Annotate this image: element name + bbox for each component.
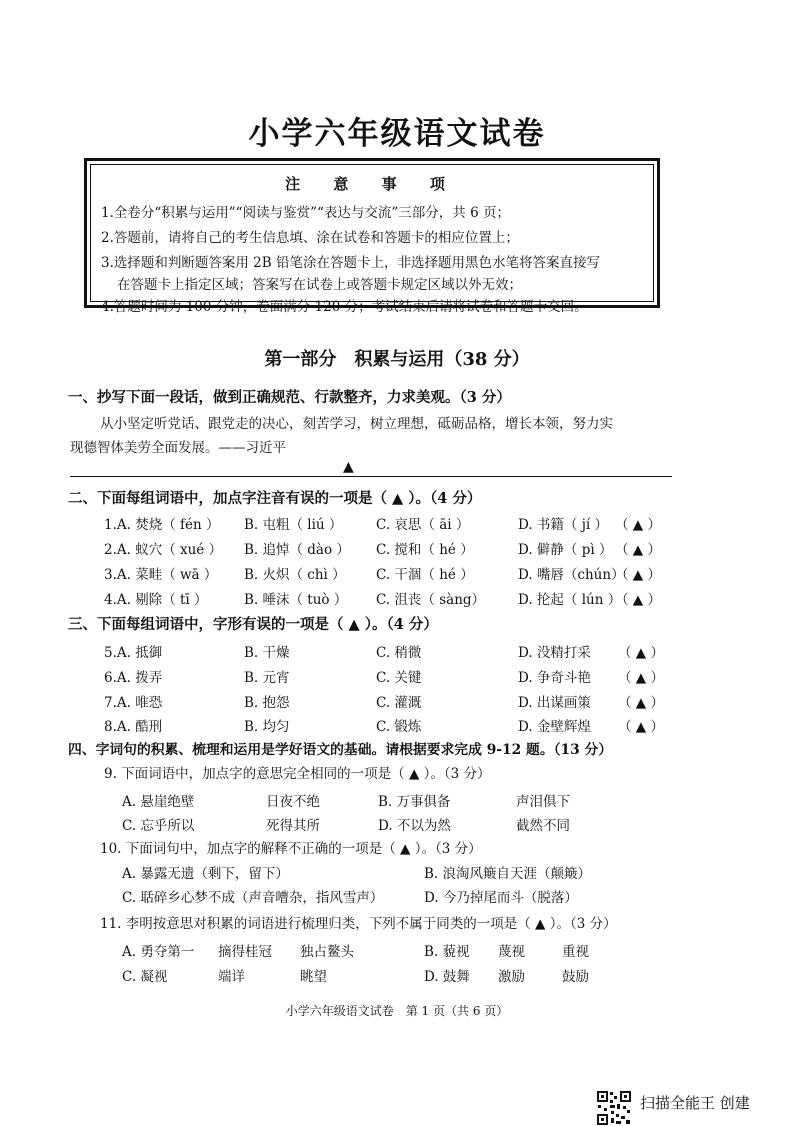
notice-heading: 注 意 事 项	[285, 175, 459, 193]
option: 日夜不绝	[266, 794, 320, 810]
option: A. 暴露无遗（剩下，留下）	[122, 866, 289, 882]
question-heading: 一、抄写下面一段话，做到正确规范、行款整齐，力求美观。（3 分）	[68, 389, 511, 406]
option: C. 忘乎所以	[122, 818, 195, 834]
option: B. 藐视	[424, 944, 470, 960]
option: B. 浪淘风簸自天涯（颠簸）	[424, 866, 592, 882]
option-d: D. 金壁辉煌	[518, 719, 591, 735]
answer-slot: （ ▲ ）	[615, 517, 661, 533]
option: 重视	[562, 944, 589, 960]
option: C. 凝视	[122, 969, 168, 985]
option-d: D. 没精打采	[518, 645, 591, 661]
copy-text: 从小坚定听党话、跟党走的决心，刻苦学习，树立理想，砥砺品格，增长本领，努力实	[100, 416, 613, 432]
answer-marker: ▲	[343, 459, 354, 475]
answer-slot: （ ▲ ）	[618, 645, 664, 661]
option-a: 8.A. 酷刑	[104, 719, 163, 735]
option: D. 今乃掉尾而斗（脱落）	[424, 890, 578, 906]
option-c: C. 哀思（ āi ）	[376, 517, 470, 533]
answer-slot: （ ▲ ）	[618, 670, 664, 686]
qr-code-icon	[596, 1090, 632, 1126]
option: D. 不以为然	[378, 818, 451, 834]
question-stem: 11. 李明按意思对积累的词语进行梳理归类，下列不属于同类的一项是（ ▲ ）。（3 分）	[100, 916, 617, 932]
option-a: 1.A. 焚烧（ fén ）	[104, 517, 220, 533]
notice-line: 在答题卡上指定区域；答案写在试卷上或答题卡规定区域以外无效；	[117, 277, 522, 293]
option-a: 4.A. 剔除（ tī ）	[104, 592, 208, 608]
option-a: 5.A. 抵御	[104, 645, 163, 661]
option-c: C. 锻炼	[376, 719, 422, 735]
option: 眺望	[300, 969, 327, 985]
question-stem: 10. 下面词句中，加点字的解释不正确的一项是（ ▲ ）。（3 分）	[100, 841, 482, 857]
option-c: C. 沮丧（ sàng）	[376, 592, 486, 608]
option-d: D. 嘴唇（chún）	[518, 567, 625, 583]
notice-line: 4.答题时间为 100 分钟，卷面满分 120 分；考试结束后请将试卷和答题卡交回。	[101, 299, 588, 315]
option: 摘得桂冠	[218, 944, 272, 960]
exam-title: 小学六年级语文试卷	[248, 116, 546, 152]
option-a: 3.A. 菜畦（ wā ）	[104, 567, 218, 583]
notice-line: 3.选择题和判断题答案用 2B 铅笔涂在答题卡上，非选择题用黑色水笔将答案直接写	[101, 255, 600, 271]
option-b: B. 火炽（ chì ）	[244, 567, 346, 583]
option-c: C. 关键	[376, 670, 422, 686]
option: A. 悬崖绝壁	[122, 794, 195, 810]
option-c: C. 搅和（ hé ）	[376, 542, 474, 558]
option-d: D. 书籍（ jí ）	[518, 517, 609, 533]
option-c: C. 稍微	[376, 645, 422, 661]
option: 声泪俱下	[516, 794, 570, 810]
question-heading: 四、字词句的积累、梳理和运用是学好语文的基础。请根据要求完成 9-12 题。（13 分）	[68, 742, 613, 758]
option: B. 万事俱备	[378, 794, 451, 810]
part-title: 第一部分 积累与运用（38 分）	[264, 349, 530, 370]
option: 鼓励	[562, 969, 589, 985]
option: C. 聒碎乡心梦不成（声音嘈杂，指风雪声）	[122, 890, 384, 906]
option-c: C. 干涸（ hé ）	[376, 567, 474, 583]
option: 死得其所	[266, 818, 320, 834]
notice-line: 2.答题前，请将自己的考生信息填、涂在试卷和答题卡的相应位置上；	[101, 230, 519, 246]
option: 端详	[218, 969, 245, 985]
option: D. 鼓舞	[424, 969, 470, 985]
option: 蔑视	[498, 944, 525, 960]
question-heading: 三、下面每组词语中，字形有误的一项是（ ▲ ）。（4 分）	[68, 616, 438, 633]
option-b: B. 元宵	[244, 670, 290, 686]
copy-text: 现德智体美劳全面发展。——习近平	[70, 440, 286, 456]
option: 截然不同	[516, 818, 570, 834]
option-d: D. 出谋画策	[518, 695, 591, 711]
answer-slot: （ ▲ ）	[618, 719, 664, 735]
scanner-watermark: 扫描全能王 创建	[640, 1094, 750, 1112]
answer-line	[70, 476, 672, 477]
notice-box	[84, 158, 660, 315]
answer-slot: （ ▲ ）	[615, 592, 661, 608]
option-a: 2.A. 蚁穴（ xué ）	[104, 542, 223, 558]
option: 激励	[498, 969, 525, 985]
option-b: B. 唾沫（ tuò ）	[244, 592, 348, 608]
option: 独占鳌头	[300, 944, 354, 960]
answer-slot: （ ▲ ）	[615, 542, 661, 558]
notice-line: 1.全卷分“积累与运用”“阅读与鉴赏”“表达与交流”三部分，共 6 页；	[101, 205, 510, 221]
page-footer: 小学六年级语文试卷 第 1 页（共 6 页）	[285, 1004, 509, 1018]
option-b: B. 干燥	[244, 645, 290, 661]
option-b: B. 抱怨	[244, 695, 290, 711]
option-c: C. 灌溉	[376, 695, 422, 711]
option: A. 勇夺第一	[122, 944, 195, 960]
answer-slot: （ ▲ ）	[618, 695, 664, 711]
option-b: B. 均匀	[244, 719, 290, 735]
option-b: B. 追悼（ dào ）	[244, 542, 350, 558]
option-d: D. 争奇斗艳	[518, 670, 591, 686]
option-a: 6.A. 拨弄	[104, 670, 163, 686]
question-heading: 二、下面每组词语中，加点字注音有误的一项是（ ▲ ）。（4 分）	[68, 490, 482, 507]
question-stem: 9. 下面词语中，加点字的意思完全相同的一项是（ ▲ ）。（3 分）	[104, 766, 491, 782]
option-b: B. 屯粗（ liú ）	[244, 517, 343, 533]
option-a: 7.A. 唯恐	[104, 695, 163, 711]
option-d: D. 僻静（ pì ）	[518, 542, 613, 558]
option-d: D. 抡起（ lún ）	[518, 592, 622, 608]
answer-slot: （ ▲ ）	[615, 567, 661, 583]
